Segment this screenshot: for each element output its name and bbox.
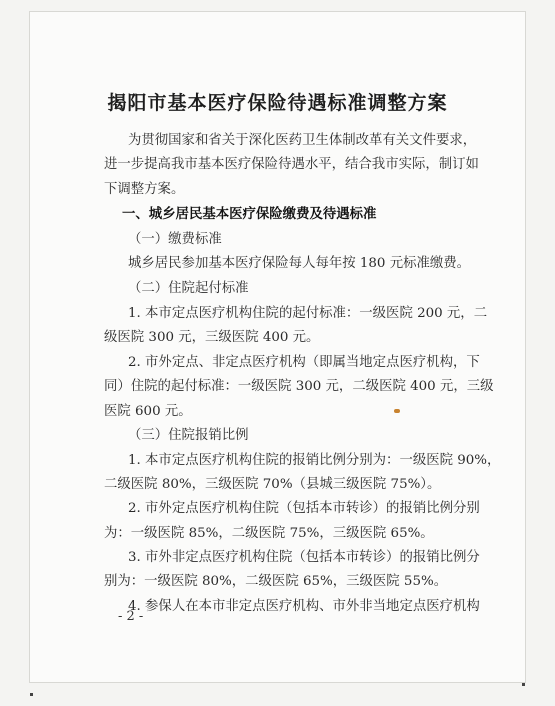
paragraph-line: 下调整方案。	[104, 182, 185, 197]
ink-spot	[394, 409, 400, 413]
paragraph-line: 级医院 300 元，三级医院 400 元。	[104, 330, 320, 345]
paragraph-line: 4. 参保人在本市非定点医疗机构、市外非当地定点医疗机构	[128, 599, 480, 614]
paragraph-line: 2. 市外定点医疗机构住院（包括本市转诊）的报销比例分别	[128, 501, 480, 516]
page-number: - 2 -	[118, 609, 144, 624]
subsection-heading: （一）缴费标准	[128, 232, 222, 247]
section-heading: 一、城乡居民基本医疗保险缴费及待遇标准	[122, 207, 377, 222]
paragraph-line: 为贯彻国家和省关于深化医药卫生体制改革有关文件要求，	[128, 133, 477, 148]
paragraph-line: 进一步提高我市基本医疗保险待遇水平，结合我市实际，制订如	[104, 157, 479, 172]
paragraph-line: 1. 本市定点医疗机构住院的起付标准：一级医院 200 元，二	[128, 306, 488, 321]
paragraph-line: 为：一级医院 85%，二级医院 75%，三级医院 65%。	[104, 526, 434, 541]
scan-corner-mark	[30, 693, 33, 696]
subsection-heading: （二）住院起付标准	[128, 281, 249, 296]
paragraph-line: 别为：一级医院 80%，二级医院 65%，三级医院 55%。	[104, 574, 448, 589]
scan-corner-mark	[522, 683, 525, 686]
paragraph-line: 2. 市外定点、非定点医疗机构（即属当地定点医疗机构，下	[128, 355, 480, 370]
paragraph-line: 1. 本市定点医疗机构住院的报销比例分别为：一级医院 90%，	[128, 453, 501, 468]
paragraph-line: 城乡居民参加基本医疗保险每人每年按 180 元标准缴费。	[128, 256, 471, 271]
paragraph-line: 二级医院 80%，三级医院 70%（县城三级医院 75%）。	[104, 477, 441, 492]
document-title: 揭阳市基本医疗保险待遇标准调整方案	[107, 92, 448, 114]
paragraph-line: 医院 600 元。	[104, 404, 192, 419]
paragraph-line: 3. 市外非定点医疗机构住院（包括本市转诊）的报销比例分	[128, 550, 480, 565]
paragraph-line: 同）住院的起付标准：一级医院 300 元，二级医院 400 元，三级	[104, 379, 494, 394]
subsection-heading: （三）住院报销比例	[128, 428, 249, 443]
